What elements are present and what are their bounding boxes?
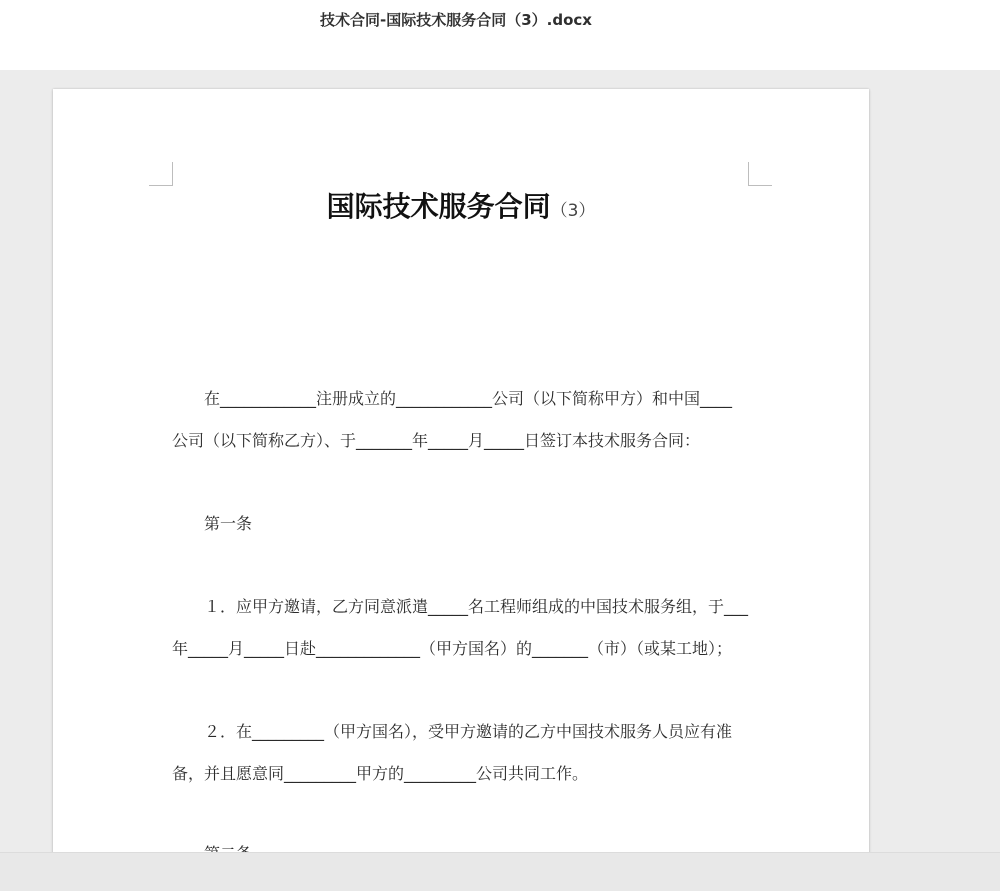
title-bar: [0, 0, 1000, 70]
paragraph-line: 在____________注册成立的____________公司（以下简称甲方）和中国____: [204, 389, 733, 408]
document-viewer[interactable]: [0, 70, 1000, 852]
paragraph-line: １．应甲方邀请，乙方同意派遣_____名工程师组成的中国技术服务组，于___: [204, 597, 749, 616]
document-file-name: 技术合同-国际技术服务合同（3）.docx: [320, 11, 592, 29]
article-heading: 第一条: [204, 514, 253, 533]
paragraph-line: 年_____月_____日赴_____________（甲方国名）的_______（市）（或某工地）；: [172, 639, 733, 658]
document-title-text: 国际技术服务合同: [326, 190, 551, 223]
paragraph-line: 公司（以下简称乙方）、于_______年_____月_____日签订本技术服务合同：: [172, 431, 701, 450]
paragraph-line: ２．在_________（甲方国名），受甲方邀请的乙方中国技术服务人员应有准: [204, 722, 733, 741]
bottom-bar: [0, 852, 1000, 891]
document-page: [53, 89, 869, 889]
paragraph-line: 备，并且愿意同_________甲方的_________公司共同工作。: [172, 764, 589, 783]
margin-corner-top-right: [748, 162, 772, 186]
document-title: [53, 185, 869, 225]
margin-corner-top-left: [149, 162, 173, 186]
document-title-suffix: （3）: [550, 201, 596, 221]
